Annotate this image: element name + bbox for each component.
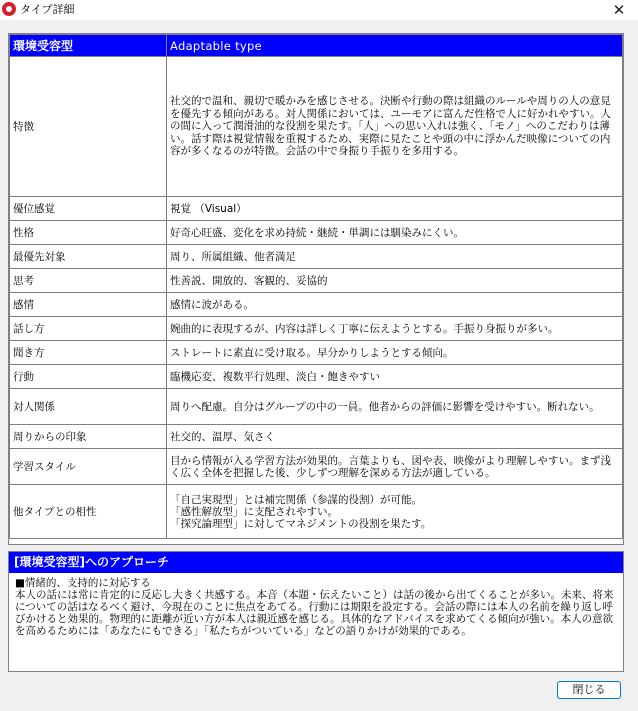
row-value: 性善説、開放的、客観的、妥協的 bbox=[167, 269, 623, 293]
table-row bbox=[10, 221, 623, 245]
row-label: 対人関係 bbox=[10, 389, 167, 425]
row-value: 好奇心旺盛、変化を求め持続・継続・単調には馴染みにくい。 bbox=[167, 221, 623, 245]
row-value: 婉曲的に表現するが、内容は詳しく丁寧に伝えようとする。手振り身振りが多い。 bbox=[167, 317, 623, 341]
row-value: 感情に波がある。 bbox=[167, 293, 623, 317]
row-value: 周りへ配慮。自分はグループの中の一員。他者からの評価に影響を受けやすい。断れない。 bbox=[167, 389, 623, 425]
row-value: 社交的で温和、親切で暖かみを感じさせる。決断や行動の際は組織のルールや周りの人の意見を優先する傾向がある。対人関係においては、ユーモアに富んだ性格で人に好かれやすい。人の間に入って潤滑油的な役割を果たす。「人」への思い入れは強く、「モノ」へのこだわりは薄い。話す際は視覚情報を重視するため、実際に見たことや頭の中に浮かんだ映像についての内容が多くなるのが特徴。会話の中で身振り手振りを多用する。 bbox=[167, 57, 623, 197]
close-icon[interactable]: ✕ bbox=[612, 1, 626, 19]
table-row-compatibility bbox=[10, 485, 623, 539]
table-header-row bbox=[10, 35, 623, 57]
type-detail-table bbox=[9, 34, 623, 539]
table-row bbox=[10, 317, 623, 341]
approach-panel bbox=[8, 551, 624, 672]
compat-line: 「自己実現型」とは補完関係（参謀的役割）が可能。 bbox=[170, 493, 422, 506]
approach-body bbox=[9, 573, 623, 637]
table-row-feature bbox=[10, 57, 623, 197]
row-label: 特徴 bbox=[10, 57, 167, 197]
row-label: 最優先対象 bbox=[10, 245, 167, 269]
row-label: 周りからの印象 bbox=[10, 425, 167, 449]
window-title: タイプ詳細 bbox=[20, 3, 75, 16]
row-label: 学習スタイル bbox=[10, 449, 167, 485]
row-label: 他タイプとの相性 bbox=[10, 485, 167, 539]
table-row bbox=[10, 197, 623, 221]
title-bar bbox=[0, 0, 638, 20]
row-label: 聞き方 bbox=[10, 341, 167, 365]
row-label: 性格 bbox=[10, 221, 167, 245]
table-row bbox=[10, 425, 623, 449]
row-value: 視覚 （Visual） bbox=[167, 197, 623, 221]
row-label: 思考 bbox=[10, 269, 167, 293]
table-row bbox=[10, 341, 623, 365]
table-row bbox=[10, 245, 623, 269]
table-row bbox=[10, 449, 623, 485]
table-row bbox=[10, 269, 623, 293]
type-name-ja: 環境受容型 bbox=[10, 35, 167, 57]
row-label: 優位感覚 bbox=[10, 197, 167, 221]
type-name-en: Adaptable type bbox=[167, 35, 623, 57]
row-value: ストレートに素直に受け取る。早分かりしようとする傾向。 bbox=[167, 341, 623, 365]
row-label: 話し方 bbox=[10, 317, 167, 341]
table-row bbox=[10, 389, 623, 425]
table-row bbox=[10, 293, 623, 317]
row-label: 行動 bbox=[10, 365, 167, 389]
compat-line: 「探究論理型」に対してマネジメントの役割を果たす。 bbox=[170, 517, 432, 530]
approach-lead: ■情緒的、支持的に対応する bbox=[15, 577, 151, 589]
compat-line: 「感性解放型」に支配されやすい。 bbox=[170, 505, 338, 518]
row-value: 臨機応変、複数平行処理、淡白・飽きやすい bbox=[167, 365, 623, 389]
row-value: 社交的、温厚、気さく bbox=[167, 425, 623, 449]
row-label: 感情 bbox=[10, 293, 167, 317]
app-icon bbox=[2, 2, 16, 16]
row-value: 周り、所属組織、他者満足 bbox=[167, 245, 623, 269]
table-row bbox=[10, 365, 623, 389]
close-button[interactable]: 閉じる bbox=[557, 681, 621, 699]
approach-text: 本人の話には常に肯定的に反応し大きく共感する。本音（本題・伝えたいこと）は話の後から出てくることが多い。未来、将来についての話はなるべく避け、今現在のことに焦点をあてる。行動には期限を設定する。会話の際には本人の名前を繰り返し呼びかけると効果的。物理的に距離が近い方が本人は親近感を感じる。具体的なアドバイスを求めてくる傾向が強い。本人の意欲を高めるためには「あなたにもできる」「私たちがついている」などの語りかけが効果的である。 bbox=[15, 589, 614, 637]
type-detail-panel bbox=[8, 33, 624, 545]
row-value: 目から情報が入る学習方法が効果的。言葉よりも、図や表、映像がより理解しやすい。まず浅く広く全体を把握した後、少しずつ理解を深める方法が適している。 bbox=[167, 449, 623, 485]
row-value bbox=[167, 485, 623, 539]
approach-title: [環境受容型]へのアプローチ bbox=[9, 552, 623, 573]
